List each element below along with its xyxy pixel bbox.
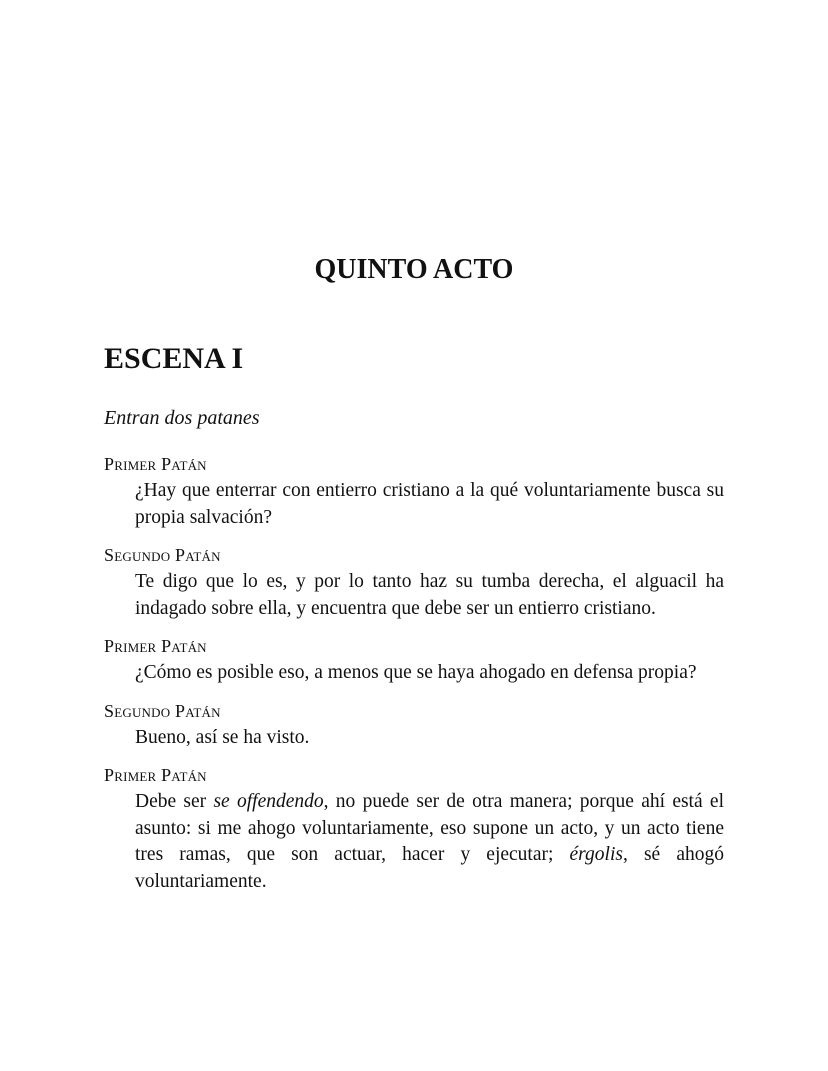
speech-text (135, 789, 724, 895)
speech-block (104, 763, 724, 895)
stage-direction: Entran dos patanes (104, 407, 260, 429)
speaker-name: Primer Patán (104, 636, 207, 656)
speech-block (104, 543, 724, 622)
speaker-name: Segundo Patán (104, 700, 221, 721)
speech-text-part: Debe ser (135, 791, 214, 812)
speech-block (104, 634, 724, 687)
speech-text-part: , sé ahogó voluntariamente. (135, 844, 724, 892)
act-title: QUINTO ACTO (314, 254, 514, 285)
speech-block (104, 699, 724, 752)
speaker-name: Segundo Patán (104, 545, 221, 565)
speech-text: ¿Cómo es posible eso, a menos que se haya ahogado en defensa propia? (135, 662, 697, 683)
speaker-name: Primer Patán (104, 454, 207, 474)
speech-text: Bueno, así se ha visto. (135, 726, 310, 748)
scene-title: ESCENA I (104, 342, 244, 375)
dialogue (104, 452, 724, 907)
speech-text: Te digo que lo es, y por lo tanto haz su tumba derecha, el alguacil ha indagado sobre ella, y encuentra que debe ser un entierro cristiano. (135, 571, 724, 619)
speech-text: ¿Hay que enterrar con entierro cristiano a la qué voluntariamente busca su propia salvación? (135, 480, 724, 528)
speaker-name: Primer Patán (104, 765, 207, 785)
latin-phrase: se offendendo (213, 791, 324, 812)
latin-word: érgolis (569, 844, 623, 865)
speech-block (104, 452, 724, 531)
speech-text-part: , no puede ser de otra manera; porque ahí está el asunto: si me ahogo voluntariamente, eso supone un acto, y un acto tiene tres ramas, que son actuar, hacer y ejecutar; (135, 791, 724, 865)
